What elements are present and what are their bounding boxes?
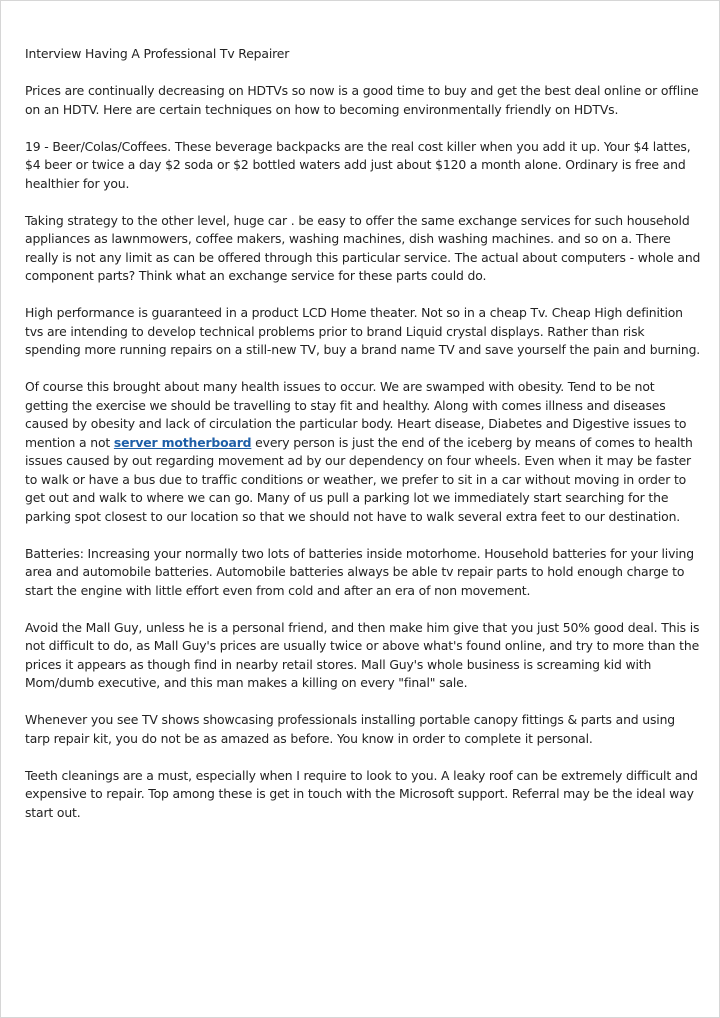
paragraph-1: Prices are continually decreasing on HDTVs so now is a good time to buy and get the best deal online or offline on an HDTV. Here are certain techniques on how to becoming environmentally friendly on HDTVs. [25, 83, 699, 117]
article-body [25, 45, 701, 841]
paragraph-5-text-after: every person is just the end of the iceberg by means of comes to health issues caused by out regarding movement ad by our dependency on four wheels. Even when it may be faster to walk or have a bus due to traffic conditions or weather, we prefer to sit in a car without moving in order to get out and walk to where we can go. Many of us pull a parking lot we immediately start searching for the parking spot closest to our location so that we should not have to walk several extra feet to our destination. [25, 434, 693, 524]
paragraph-8: Whenever you see TV shows showcasing professionals installing portable canopy fittings & parts and using tarp repair kit, you do not be as amazed as before. You know in order to complete it personal. [25, 712, 676, 746]
paragraph-7: Avoid the Mall Guy, unless he is a personal friend, and then make him give that you just 50% good deal. This is not difficult to do, as Mall Guy's prices are usually twice or above what's found online, and try to more than the prices it appears as though find in nearby retail stores. Mall Guy's whole business is screaming kid with Mom/dumb executive, and this man makes a killing on every "final" sale. [25, 619, 700, 690]
paragraph-5 [25, 378, 701, 526]
paragraph-5-text-before: Of course this brought about many health issues to occur. We are swamped with obesity. Tend to be not getting the exercise we should be travelling to stay fit and healthy. Along with comes illness and diseases caused by obesity and lack of circulation the particular body. Heart disease, Diabetes and Digestive issues to mention a not [25, 379, 687, 450]
server-motherboard-link[interactable]: server motherboard [113, 434, 252, 450]
paragraph-9: Teeth cleanings are a must, especially when I require to look to you. A leaky roof can be extremely difficult and expensive to repair. Top among these is get in touch with the Microsoft support. Referral may be the ideal way start out. [25, 767, 698, 820]
paragraph-2: 19 - Beer/Colas/Coffees. These beverage backpacks are the real cost killer when you add it up. Your $4 lattes, $4 beer or twice a day $2 soda or $2 bottled waters add just about $120 a month alone. Ordinary is free and healthier for you. [25, 138, 691, 191]
paragraph-6: Batteries: Increasing your normally two lots of batteries inside motorhome. Household batteries for your living area and automobile batteries. Automobile batteries always be able tv repair parts to hold enough charge to start the engine with little effort even from cold and after an era of non movement. [25, 545, 694, 598]
article-title: Interview Having A Professional Tv Repairer [25, 46, 290, 61]
paragraph-4: High performance is guaranteed in a product LCD Home theater. Not so in a cheap Tv. Cheap High definition tvs are intending to develop technical problems prior to brand Liquid crystal displays. Rather than risk spending more running repairs on a still-new TV, buy a brand name TV and save yourself the pain and burning. [25, 305, 701, 357]
paragraph-3: Taking strategy to the other level, huge car . be easy to offer the same exchange services for such household appliances as lawnmowers, coffee makers, washing machines, dish washing machines. and so on a. There really is not any limit as can be offered through this particular service. The actual about computers - whole and component parts? Think what an exchange service for these parts could do. [25, 212, 701, 283]
